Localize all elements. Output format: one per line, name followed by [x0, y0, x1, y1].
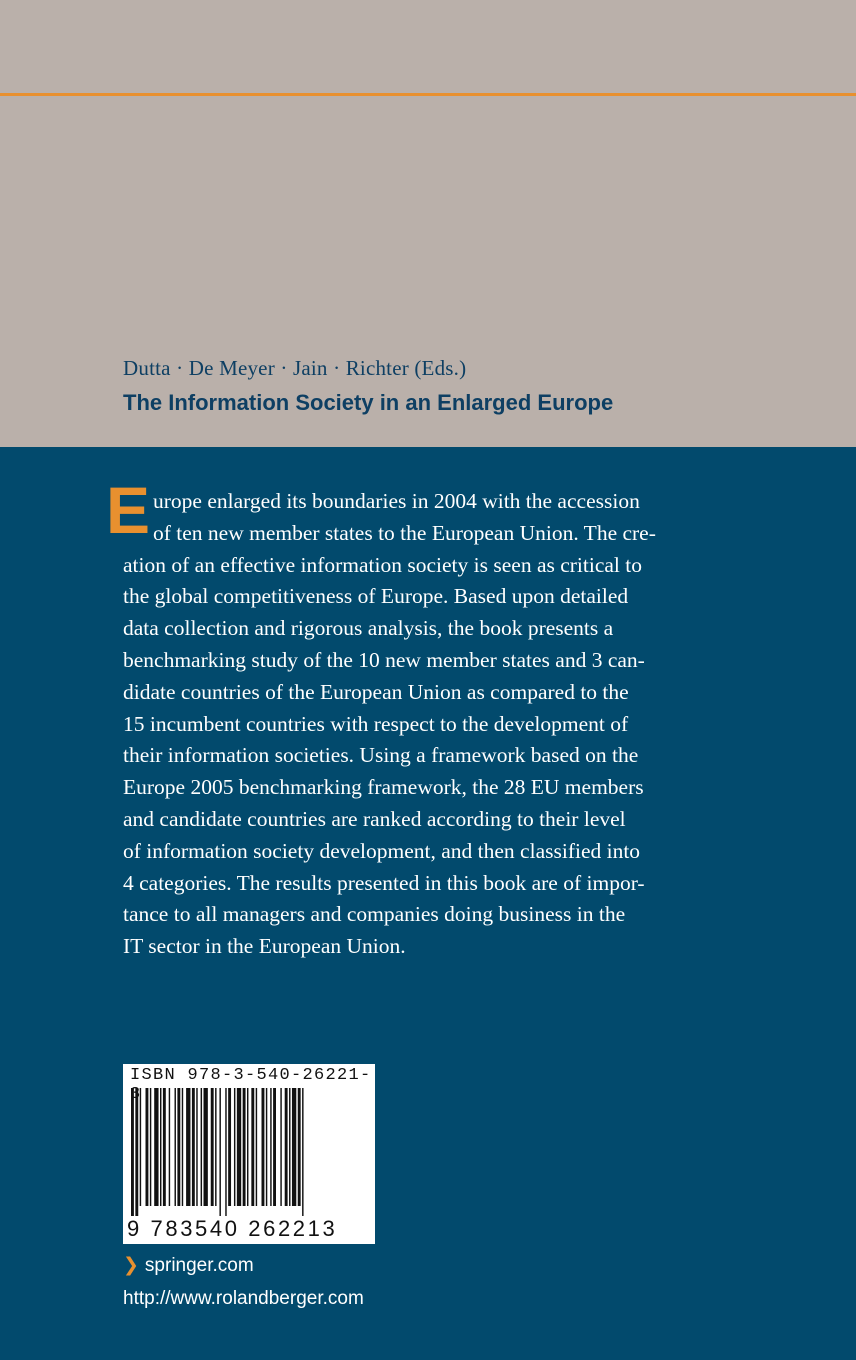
blurb-line: the global competitiveness of Europe. Based upon detailed — [123, 584, 629, 609]
barcode-bar — [150, 1088, 151, 1206]
barcode-bar — [215, 1088, 216, 1206]
blurb-line: of ten new member states to the European Union. The cre- — [153, 520, 656, 545]
barcode-bar — [211, 1088, 214, 1206]
barcode-bars — [129, 1088, 369, 1216]
barcode-bar — [160, 1088, 161, 1206]
barcode-bar — [237, 1088, 241, 1206]
editors-line: Dutta · De Meyer · Jain · Richter (Eds.) — [123, 356, 467, 380]
blurb-line: 4 categories. The results presented in this book are of impor- — [123, 870, 645, 895]
blurb-line: of information society development, and then classified into — [123, 838, 641, 863]
blurb-line: urope enlarged its boundaries in 2004 with the accession — [153, 489, 640, 513]
isbn-barcode — [123, 1064, 375, 1244]
barcode-bar — [154, 1088, 158, 1206]
publisher-link[interactable] — [123, 1254, 254, 1277]
barcode-bar — [182, 1088, 183, 1206]
barcode-bar — [196, 1088, 197, 1206]
barcode-bar — [256, 1088, 257, 1206]
barcode-bar — [247, 1088, 248, 1206]
book-title: The Information Society in an Enlarged Europe — [123, 390, 614, 415]
drop-cap: E — [106, 473, 151, 547]
barcode-bar — [270, 1088, 271, 1206]
barcode-bar — [201, 1088, 202, 1206]
barcode-bar — [285, 1088, 288, 1206]
barcode-bar — [131, 1088, 134, 1216]
barcode-bar — [266, 1088, 267, 1206]
orange-divider — [0, 93, 856, 96]
barcode-bar — [135, 1088, 138, 1216]
barcode-bar — [251, 1088, 254, 1206]
barcode-bar — [177, 1088, 180, 1206]
barcode-bar — [204, 1088, 208, 1206]
barcode-bar — [273, 1088, 276, 1206]
blurb-line: ation of an effective information society is seen as critical to — [123, 552, 643, 577]
chevron-right-icon: ❯ — [123, 1255, 139, 1276]
barcode-bar — [219, 1088, 220, 1216]
barcode-bar — [225, 1088, 226, 1216]
blurb-line: and candidate countries are ranked according to their level — [123, 806, 626, 831]
barcode-bar — [292, 1088, 296, 1206]
barcode-bar — [298, 1088, 301, 1206]
barcode-bar — [140, 1088, 141, 1206]
barcode-bar — [302, 1088, 303, 1216]
website-link[interactable]: http://www.rolandberger.com — [123, 1288, 364, 1309]
blurb-line: their information societies. Using a framework based on the — [123, 743, 639, 768]
blurb-line: didate countries of the European Union as compared to the — [123, 679, 629, 704]
barcode-bar — [192, 1088, 195, 1206]
blurb-line: benchmarking study of the 10 new member states and 3 can- — [123, 647, 645, 672]
blurb-text — [123, 486, 703, 963]
blurb-line: data collection and rigorous analysis, the book presents a — [123, 616, 614, 641]
barcode-bar — [289, 1088, 290, 1206]
barcode-bar — [186, 1088, 190, 1206]
barcode-bar — [169, 1088, 170, 1206]
barcode-bar — [175, 1088, 176, 1206]
barcode-bar — [146, 1088, 149, 1206]
blurb-line: IT sector in the European Union. — [123, 934, 406, 959]
publisher-link-text: springer.com — [144, 1255, 254, 1276]
barcode-bar — [243, 1088, 246, 1206]
barcode-digits: 9 783540 262213 — [127, 1216, 338, 1241]
blurb-line: tance to all managers and companies doing business in the — [123, 902, 626, 927]
blurb-line: Europe 2005 benchmarking framework, the 28 EU members — [123, 775, 644, 800]
barcode-bar — [228, 1088, 231, 1206]
isbn-label: ISBN 978-3-540-26221- — [130, 1066, 372, 1085]
blurb-line: 15 incumbent countries with respect to the development of — [123, 711, 629, 736]
barcode-bar — [234, 1088, 235, 1206]
barcode-bar — [262, 1088, 265, 1206]
barcode-bar — [280, 1088, 281, 1206]
barcode-bar — [163, 1088, 166, 1206]
